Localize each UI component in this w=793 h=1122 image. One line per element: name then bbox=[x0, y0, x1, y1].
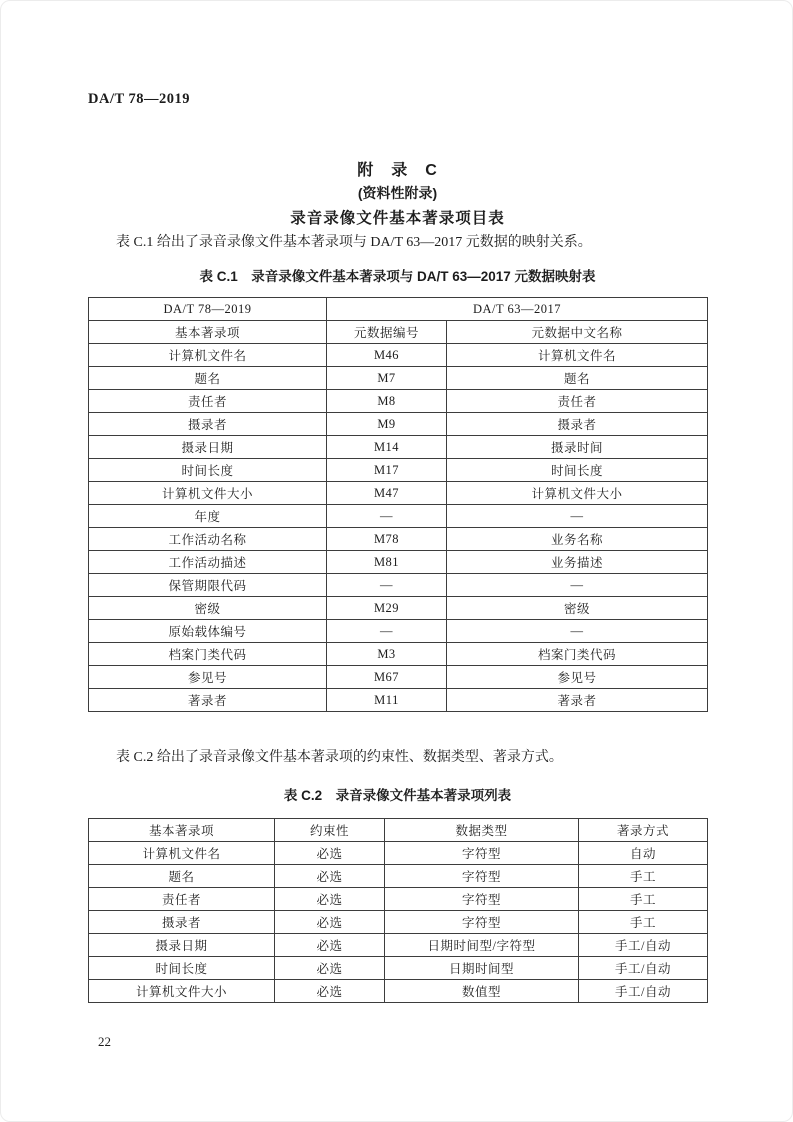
table-row bbox=[89, 367, 708, 390]
table-cell: 摄录时间 bbox=[447, 436, 708, 459]
table-cell: 必选 bbox=[275, 842, 385, 865]
table-row bbox=[89, 934, 708, 957]
table-row bbox=[89, 413, 708, 436]
table-cell: 必选 bbox=[275, 957, 385, 980]
table-cell: 摄录日期 bbox=[89, 934, 275, 957]
table-cell: — bbox=[327, 620, 447, 643]
table-cell: 密级 bbox=[89, 597, 327, 620]
table-cell: 字符型 bbox=[385, 888, 579, 911]
appendix-title: 附 录 C bbox=[357, 162, 438, 179]
table-cell: 著录者 bbox=[447, 689, 708, 712]
table-cell: 日期时间型 bbox=[385, 957, 579, 980]
table-row bbox=[89, 865, 708, 888]
table-cell: 计算机文件名 bbox=[89, 842, 275, 865]
table-row bbox=[89, 459, 708, 482]
table-cell: 业务描述 bbox=[447, 551, 708, 574]
document-standard-number: DA/T 78—2019 bbox=[88, 91, 191, 107]
table-cell: 计算机文件大小 bbox=[89, 482, 327, 505]
table-cell: 摄录者 bbox=[447, 413, 708, 436]
table-row bbox=[89, 689, 708, 712]
table-cell: M9 bbox=[327, 413, 447, 436]
table-cell: 密级 bbox=[447, 597, 708, 620]
table-cell: 责任者 bbox=[447, 390, 708, 413]
table-cell: 摄录日期 bbox=[89, 436, 327, 459]
table-cell: 计算机文件大小 bbox=[89, 980, 275, 1003]
table-cell: 必选 bbox=[275, 911, 385, 934]
table-cell: M8 bbox=[327, 390, 447, 413]
table-header-cell: DA/T 63—2017 bbox=[327, 298, 708, 321]
table-cell: 保管期限代码 bbox=[89, 574, 327, 597]
table-cell: M46 bbox=[327, 344, 447, 367]
table-cell: M14 bbox=[327, 436, 447, 459]
table-cell: 工作活动名称 bbox=[89, 528, 327, 551]
table-header-cell: 著录方式 bbox=[579, 819, 708, 842]
table-cell: 计算机文件名 bbox=[447, 344, 708, 367]
table-cell: M29 bbox=[327, 597, 447, 620]
table-cell: 著录者 bbox=[89, 689, 327, 712]
table-cell: 时间长度 bbox=[89, 459, 327, 482]
table-header-cell: 基本著录项 bbox=[89, 819, 275, 842]
paragraph-table-c1-intro: 表 C.1 给出了录音录像文件基本著录项与 DA/T 63—2017 元数据的映射关系。 bbox=[116, 235, 592, 250]
table-cell: 题名 bbox=[89, 367, 327, 390]
table-row bbox=[89, 390, 708, 413]
table-cell: 责任者 bbox=[89, 888, 275, 911]
table-c2 bbox=[88, 818, 708, 1003]
table-cell: 数值型 bbox=[385, 980, 579, 1003]
table-cell: 计算机文件大小 bbox=[447, 482, 708, 505]
table-row bbox=[89, 505, 708, 528]
table-cell: 年度 bbox=[89, 505, 327, 528]
table-header-cell: 约束性 bbox=[275, 819, 385, 842]
table-cell: 字符型 bbox=[385, 911, 579, 934]
table-cell: 摄录者 bbox=[89, 413, 327, 436]
table-cell: M78 bbox=[327, 528, 447, 551]
table-row bbox=[89, 643, 708, 666]
table-row bbox=[89, 957, 708, 980]
table-cell: 日期时间型/字符型 bbox=[385, 934, 579, 957]
table-cell: M7 bbox=[327, 367, 447, 390]
table-cell: 必选 bbox=[275, 888, 385, 911]
table-row bbox=[89, 436, 708, 459]
table-c2-header-row bbox=[89, 819, 708, 842]
table-cell: 参见号 bbox=[89, 666, 327, 689]
table-cell: 摄录者 bbox=[89, 911, 275, 934]
table-row bbox=[89, 980, 708, 1003]
table-cell: 字符型 bbox=[385, 842, 579, 865]
table-cell: 自动 bbox=[579, 842, 708, 865]
table-row bbox=[89, 551, 708, 574]
table-cell: 档案门类代码 bbox=[89, 643, 327, 666]
appendix-heading: 录音录像文件基本著录项目表 bbox=[290, 210, 505, 227]
table-cell: — bbox=[447, 574, 708, 597]
table-cell: 时间长度 bbox=[447, 459, 708, 482]
table-row bbox=[89, 666, 708, 689]
table-row bbox=[89, 528, 708, 551]
table-row bbox=[89, 597, 708, 620]
table-header-cell: DA/T 78—2019 bbox=[89, 298, 327, 321]
table-c1-caption: 表 C.1 录音录像文件基本著录项与 DA/T 63—2017 元数据映射表 bbox=[199, 269, 596, 284]
table-cell: 题名 bbox=[89, 865, 275, 888]
table-row bbox=[89, 344, 708, 367]
appendix-subtitle: (资料性附录) bbox=[357, 185, 438, 201]
table-cell: 手工 bbox=[579, 911, 708, 934]
table-row bbox=[89, 911, 708, 934]
table-cell: 必选 bbox=[275, 934, 385, 957]
table-cell: — bbox=[327, 574, 447, 597]
table-cell: 手工 bbox=[579, 865, 708, 888]
table-header-cell: 元数据中文名称 bbox=[447, 321, 708, 344]
table-header-cell: 基本著录项 bbox=[89, 321, 327, 344]
table-cell: M81 bbox=[327, 551, 447, 574]
table-cell: M11 bbox=[327, 689, 447, 712]
table-cell: 计算机文件名 bbox=[89, 344, 327, 367]
table-c1-header-row-1 bbox=[89, 298, 708, 321]
table-row bbox=[89, 842, 708, 865]
table-cell: 档案门类代码 bbox=[447, 643, 708, 666]
table-cell: 手工/自动 bbox=[579, 980, 708, 1003]
table-header-cell: 数据类型 bbox=[385, 819, 579, 842]
table-cell: — bbox=[327, 505, 447, 528]
table-cell: M47 bbox=[327, 482, 447, 505]
table-cell: 工作活动描述 bbox=[89, 551, 327, 574]
table-cell: 责任者 bbox=[89, 390, 327, 413]
table-cell: 题名 bbox=[447, 367, 708, 390]
table-cell: 手工/自动 bbox=[579, 957, 708, 980]
table-cell: 业务名称 bbox=[447, 528, 708, 551]
table-row bbox=[89, 574, 708, 597]
table-cell: 必选 bbox=[275, 865, 385, 888]
page-number: 22 bbox=[98, 1034, 111, 1049]
table-row bbox=[89, 482, 708, 505]
table-cell: M67 bbox=[327, 666, 447, 689]
table-cell: 手工 bbox=[579, 888, 708, 911]
table-c1-header-row-2 bbox=[89, 321, 708, 344]
table-cell: 时间长度 bbox=[89, 957, 275, 980]
table-header-cell: 元数据编号 bbox=[327, 321, 447, 344]
table-cell: 参见号 bbox=[447, 666, 708, 689]
table-cell: — bbox=[447, 505, 708, 528]
table-c1 bbox=[88, 297, 708, 712]
table-cell: M17 bbox=[327, 459, 447, 482]
table-cell: — bbox=[447, 620, 708, 643]
table-cell: 必选 bbox=[275, 980, 385, 1003]
table-cell: 字符型 bbox=[385, 865, 579, 888]
table-c2-caption: 表 C.2 录音录像文件基本著录项列表 bbox=[283, 788, 512, 803]
table-row bbox=[89, 888, 708, 911]
table-cell: 手工/自动 bbox=[579, 934, 708, 957]
table-row bbox=[89, 620, 708, 643]
table-cell: M3 bbox=[327, 643, 447, 666]
table-cell: 原始载体编号 bbox=[89, 620, 327, 643]
paragraph-table-c2-intro: 表 C.2 给出了录音录像文件基本著录项的约束性、数据类型、著录方式。 bbox=[116, 750, 563, 765]
